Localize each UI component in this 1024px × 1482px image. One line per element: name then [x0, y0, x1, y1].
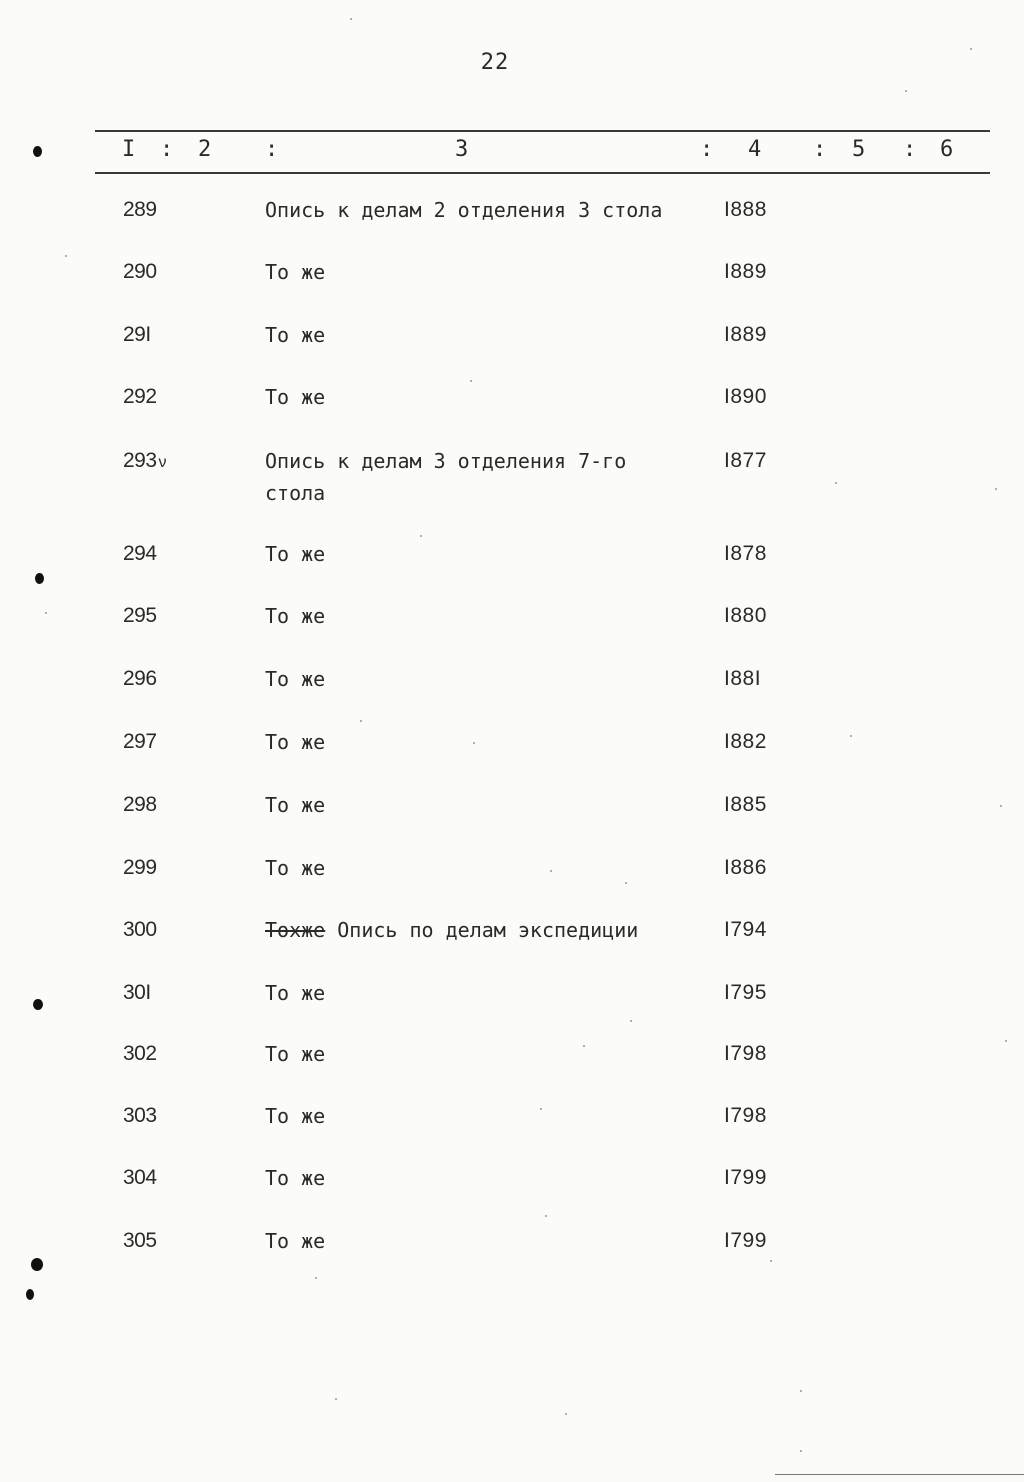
- row-year: I888: [724, 198, 767, 221]
- scan-speck: [905, 90, 907, 92]
- scan-speck: [45, 612, 47, 614]
- header-col-1: I: [122, 137, 136, 162]
- row-number: 300: [123, 918, 157, 941]
- row-title: То же: [265, 1042, 326, 1066]
- header-separator: :: [700, 137, 714, 162]
- scan-speck: [545, 1215, 547, 1217]
- table-row: [0, 323, 1024, 373]
- row-number: 299: [123, 856, 157, 879]
- header-col-5: 5: [852, 137, 866, 162]
- table-row: [0, 1042, 1024, 1092]
- punch-hole: [33, 146, 42, 157]
- row-number: 304: [123, 1166, 157, 1189]
- table-top-rule: [95, 130, 990, 132]
- row-year: I878: [724, 542, 767, 565]
- scan-speck: [583, 1045, 585, 1047]
- row-number: 303: [123, 1104, 157, 1127]
- table-row: [0, 198, 1024, 248]
- row-number: 305: [123, 1229, 157, 1252]
- scan-speck: [800, 1390, 802, 1392]
- table-row: [0, 385, 1024, 435]
- row-number: 30I: [123, 981, 151, 1004]
- row-number: 302: [123, 1042, 157, 1065]
- row-year: I890: [724, 385, 767, 408]
- check-mark: ν: [158, 454, 167, 471]
- row-year: I799: [724, 1166, 767, 1189]
- table-row: [0, 918, 1024, 968]
- scan-speck: [850, 735, 852, 737]
- header-col-4: 4: [748, 137, 762, 162]
- page-number: 22: [480, 50, 510, 75]
- scan-speck: [315, 1277, 317, 1279]
- scan-speck: [540, 1108, 542, 1110]
- scan-speck: [995, 488, 997, 490]
- row-number: 295: [123, 604, 157, 627]
- row-number: 29I: [123, 323, 151, 346]
- scan-speck: [420, 535, 422, 537]
- scan-speck: [625, 882, 627, 884]
- row-title: То же: [265, 856, 326, 880]
- row-number: 298: [123, 793, 157, 816]
- row-year: I88I: [724, 667, 762, 690]
- page-edge-line: [775, 1474, 1024, 1475]
- table-row: [0, 260, 1024, 310]
- row-number: 292: [123, 385, 157, 408]
- scan-speck: [800, 1450, 802, 1452]
- punch-hole: [26, 1289, 34, 1300]
- table-row: [0, 1229, 1024, 1279]
- row-number: 290: [123, 260, 157, 283]
- scan-speck: [970, 48, 972, 50]
- row-title: То же: [265, 981, 326, 1005]
- scan-speck: [1005, 1040, 1007, 1042]
- table-row: [0, 604, 1024, 654]
- scan-speck: [770, 1260, 772, 1262]
- table-row: [0, 542, 1024, 592]
- punch-hole: [31, 1258, 43, 1271]
- row-number: 293 ν: [123, 449, 167, 472]
- row-title: То же: [265, 604, 326, 628]
- row-year: I886: [724, 856, 767, 879]
- scan-speck: [335, 1398, 337, 1400]
- row-title: [265, 914, 705, 946]
- scan-speck: [835, 482, 837, 484]
- table-row: [0, 793, 1024, 843]
- row-year: I889: [724, 260, 767, 283]
- row-title: То же: [265, 1229, 326, 1253]
- row-year: I794: [724, 918, 767, 941]
- header-separator: :: [265, 137, 279, 162]
- header-separator: :: [160, 137, 174, 162]
- row-title: То же: [265, 667, 326, 691]
- row-title: То же: [265, 1166, 326, 1190]
- table-row: [0, 730, 1024, 780]
- row-title: То же: [265, 730, 326, 754]
- row-year: I882: [724, 730, 767, 753]
- scan-speck: [65, 255, 67, 257]
- table-row: [0, 1166, 1024, 1216]
- row-year: I795: [724, 981, 767, 1004]
- row-number: 296: [123, 667, 157, 690]
- row-title: То же: [265, 542, 326, 566]
- row-title-text: Опись по делам экспедиции: [337, 918, 639, 942]
- scan-speck: [473, 742, 475, 744]
- table-row: [0, 1104, 1024, 1154]
- scan-speck: [350, 18, 352, 20]
- row-year: I798: [724, 1042, 767, 1065]
- scan-speck: [550, 870, 552, 872]
- scan-speck: [565, 1413, 567, 1415]
- row-title: То же: [265, 323, 326, 347]
- row-number: 289: [123, 198, 157, 221]
- table-row: [0, 667, 1024, 717]
- table-row: [0, 981, 1024, 1031]
- row-year: I885: [724, 793, 767, 816]
- header-col-6: 6: [940, 137, 954, 162]
- row-title: То же: [265, 385, 326, 409]
- row-year: I889: [724, 323, 767, 346]
- table-header-rule: [95, 172, 990, 174]
- punch-hole: [35, 573, 44, 584]
- row-title: То же: [265, 793, 326, 817]
- row-title: То же: [265, 1104, 326, 1128]
- scan-speck: [630, 1020, 632, 1022]
- row-title: [265, 445, 705, 509]
- scan-speck: [470, 380, 472, 382]
- row-year: I880: [724, 604, 767, 627]
- row-title: То же: [265, 260, 326, 284]
- row-year: I877: [724, 449, 767, 472]
- struck-text: Тохже: [265, 918, 326, 942]
- row-number: 294: [123, 542, 157, 565]
- punch-hole: [33, 999, 43, 1010]
- row-title-line: Опись к делам 3 отделения 7-го: [265, 449, 627, 473]
- table-row: [0, 856, 1024, 906]
- header-col-2: 2: [198, 137, 212, 162]
- scan-speck: [360, 720, 362, 722]
- row-year: I798: [724, 1104, 767, 1127]
- header-col-3: 3: [455, 137, 469, 162]
- row-year: I799: [724, 1229, 767, 1252]
- table-row: [0, 449, 1024, 519]
- row-title-line: стола: [265, 481, 326, 505]
- header-separator: :: [813, 137, 827, 162]
- row-title: Опись к делам 2 отделения 3 стола: [265, 198, 663, 222]
- scan-speck: [1000, 805, 1002, 807]
- header-separator: :: [903, 137, 917, 162]
- row-number: 297: [123, 730, 157, 753]
